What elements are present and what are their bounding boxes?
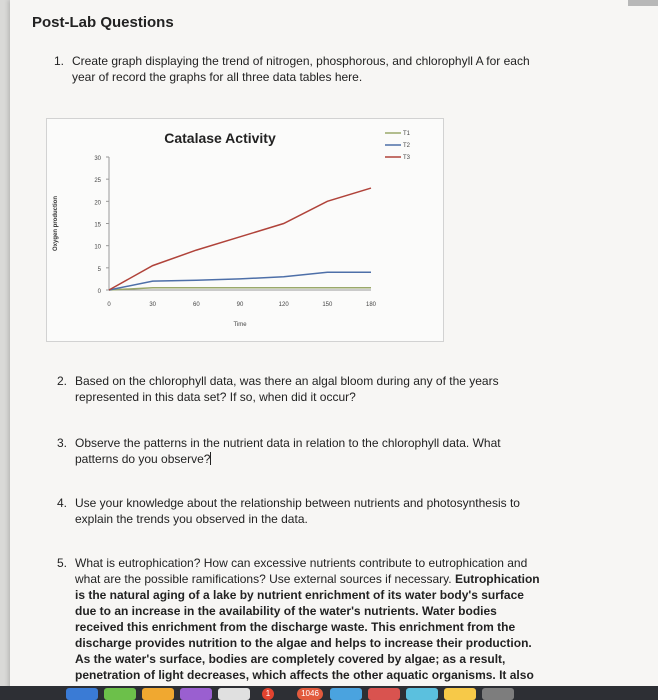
x-tick-label: 150 (322, 302, 333, 308)
question-number: 5. (57, 556, 68, 570)
app-icon[interactable] (104, 688, 136, 700)
legend-label-t3: T3 (403, 155, 411, 161)
app-icon[interactable] (218, 688, 250, 700)
y-tick-label: 10 (94, 244, 101, 251)
x-tick-label: 30 (149, 302, 157, 308)
y-tick-label: 0 (97, 289, 101, 295)
app-icon[interactable] (406, 688, 438, 700)
question-text-line2: patterns do you observe? (75, 452, 211, 466)
answer-line: penetration of light decreases, which affects the other aquatic organisms. It also (75, 668, 534, 682)
x-tick-label: 120 (278, 302, 289, 308)
x-axis-label: Time (233, 322, 247, 328)
question-number: 4. (57, 496, 68, 510)
question-text-line1: Based on the chlorophyll data, was there an algal bloom during any of the years (75, 374, 499, 388)
text-cursor (210, 452, 211, 465)
legend-label-t1: T1 (403, 131, 411, 137)
answer-line: received this enrichment from the discharge waste. This enrichment from the (75, 620, 516, 634)
app-icon[interactable] (482, 688, 514, 700)
question-3 (57, 436, 617, 468)
question-2 (57, 374, 617, 406)
app-icon[interactable] (142, 688, 174, 700)
x-tick-label: 90 (236, 302, 244, 308)
page-title: Post-Lab Questions (32, 14, 174, 31)
x-tick-label: 180 (365, 302, 377, 308)
question-number: 1. (54, 54, 65, 68)
chart-frame[interactable] (46, 118, 444, 342)
notification-dot: 1 (262, 688, 274, 700)
x-tick-label: 0 (107, 302, 111, 308)
answer-line: discharge provides nutrition to the algae and helps to increase their production. (75, 636, 532, 650)
notification-badge: 1046 (297, 688, 323, 700)
question-text-line2: explain the trends you observed in the data. (75, 512, 308, 526)
question-text-line1: What is eutrophication? How can excessive nutrients contribute to eutrophication and (75, 556, 528, 570)
app-icon[interactable] (330, 688, 362, 700)
question-text-line1: Use your knowledge about the relationship between nutrients and photosynthesis to (75, 496, 520, 510)
y-tick-label: 15 (94, 222, 101, 229)
y-tick-label: 30 (94, 156, 101, 162)
question-text-line1: Observe the patterns in the nutrient data in relation to the chlorophyll data. What (75, 436, 501, 450)
chart-title: Catalase Activity (164, 130, 276, 146)
question-4 (57, 496, 617, 528)
document-page (10, 0, 658, 700)
question-text-line2: year of record the graphs for all three data tables here. (72, 70, 363, 84)
question-text-line2-wrap[interactable] (75, 452, 211, 467)
app-icon[interactable] (444, 688, 476, 700)
question-1 (54, 54, 614, 86)
top-tab-strip (628, 0, 658, 6)
app-icon[interactable] (66, 688, 98, 700)
catalase-chart (47, 119, 443, 341)
x-tick-label: 60 (192, 302, 200, 308)
question-text-line2: represented in this data set? If so, when did it occur? (75, 390, 356, 404)
legend-label-t2: T2 (403, 143, 411, 149)
answer-line: due to an increase in the availability of the water's nutrients. Water bodies (75, 604, 497, 618)
y-axis-label: Oxygen production (53, 195, 59, 252)
question-text-part: what are the possible ramifications? Use external sources if necessary. (75, 572, 452, 586)
app-icon[interactable] (180, 688, 212, 700)
question-text-line2 (75, 572, 540, 587)
y-tick-label: 25 (94, 178, 101, 185)
answer-line: is the natural aging of a lake by nutrient enrichment of its water body's surface (75, 588, 524, 602)
question-number: 3. (57, 436, 68, 450)
series-line-t3 (109, 188, 371, 290)
y-tick-label: 5 (97, 266, 101, 273)
app-icon[interactable] (368, 688, 400, 700)
y-tick-label: 20 (94, 200, 101, 207)
answer-start: Eutrophication (454, 572, 540, 586)
taskbar (0, 686, 658, 700)
question-5 (57, 556, 627, 686)
answer-line: As the water's surface, bodies are completely covered by algae; as a result, (75, 652, 506, 666)
question-number: 2. (57, 374, 68, 388)
question-text-line1: Create graph displaying the trend of nitrogen, phosphorous, and chlorophyll A for each (72, 54, 530, 68)
